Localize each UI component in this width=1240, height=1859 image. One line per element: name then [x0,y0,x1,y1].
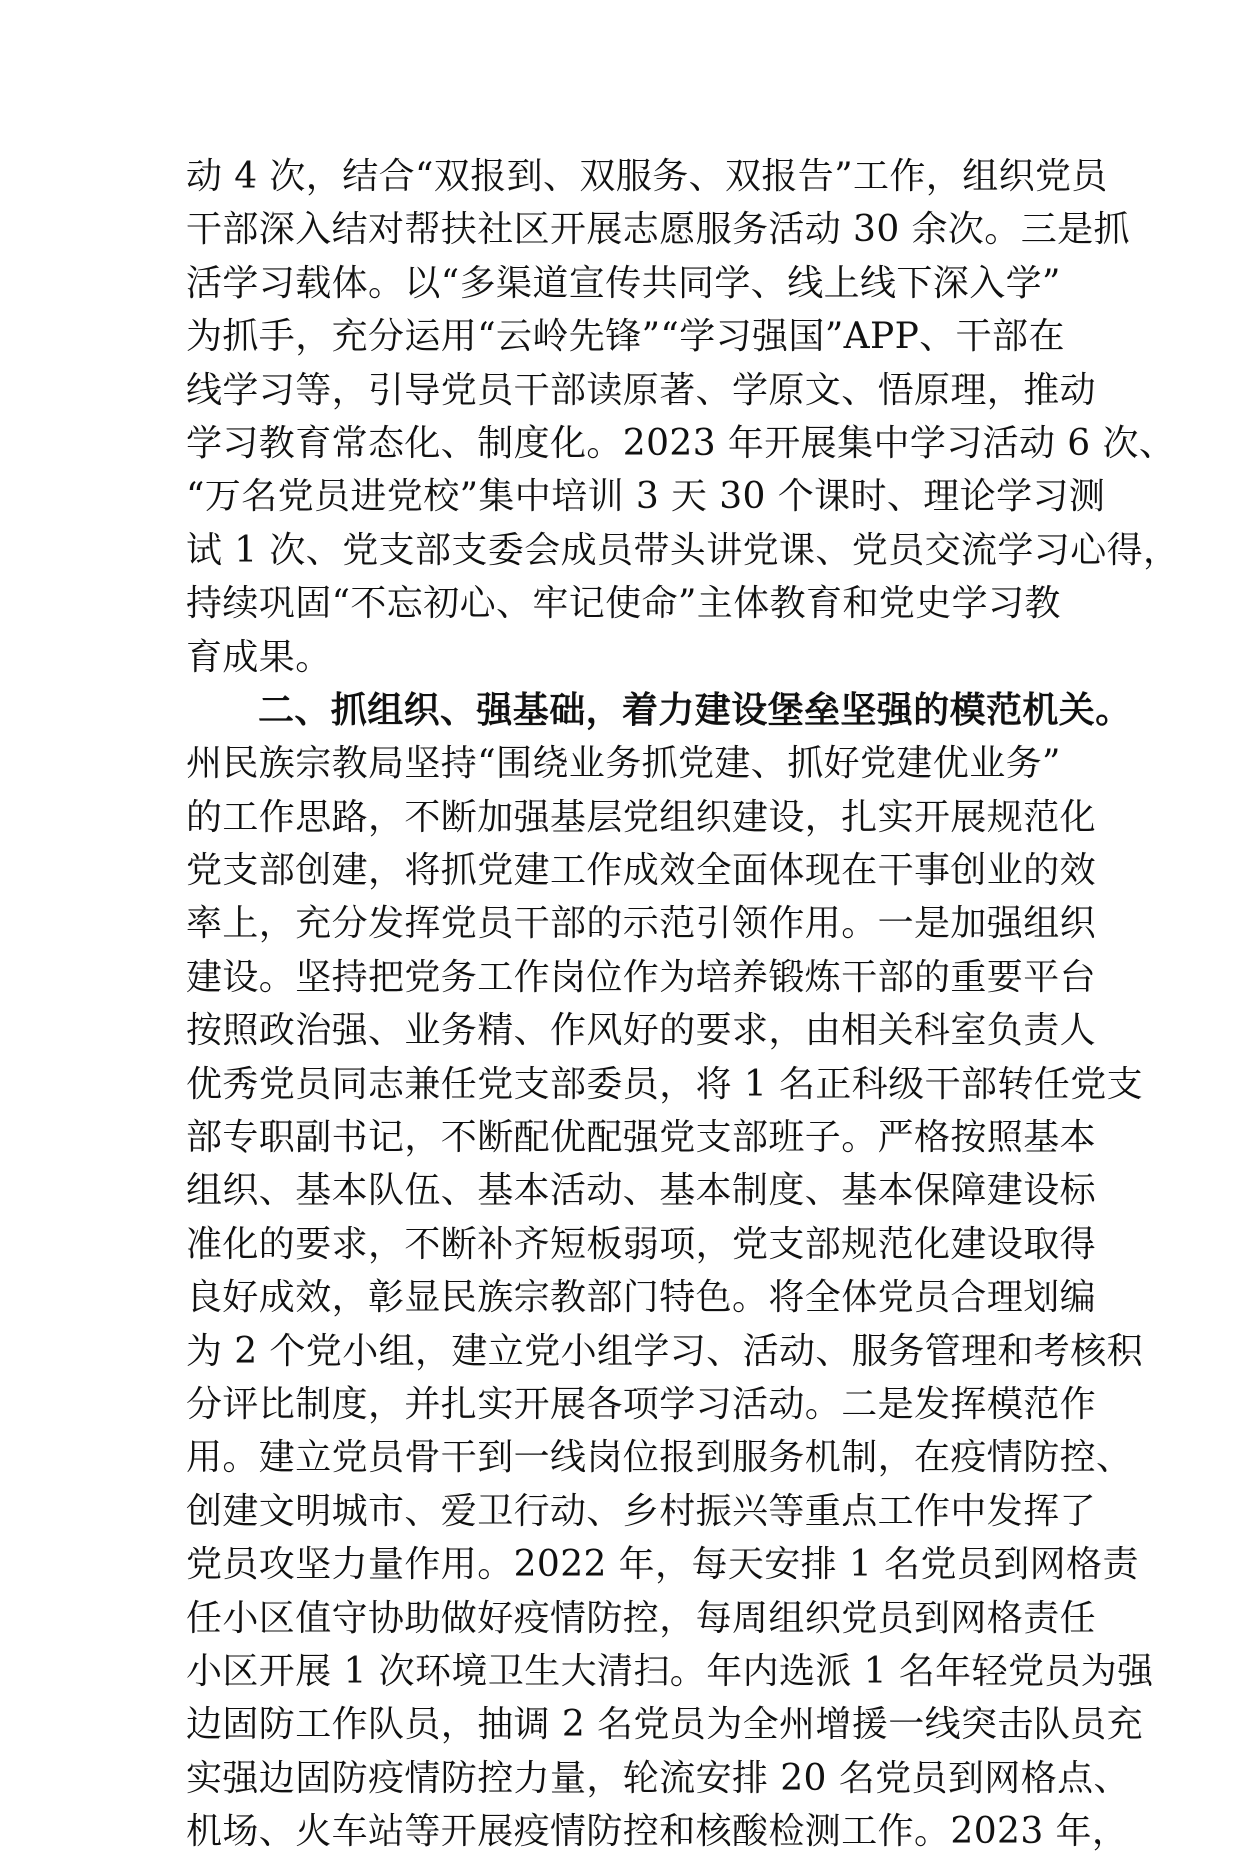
text-line-10: 育成果。 [186,636,332,678]
text-line-3: 活学习载体。以“多渠道宣传共同学、线上线下深入学” [186,262,1061,304]
text-line-8: 试 1 次、党支部支委会成员带头讲党课、党员交流学习心得， [186,529,1180,571]
text-line-20: 组织、基本队伍、基本活动、基本制度、基本保障建设标 [186,1170,1097,1212]
text-line-25: 用。建立党员骨干到一线岗位报到服务机制，在疫情防控、 [186,1437,1133,1479]
body-text [186,150,1180,1859]
text-line-18: 优秀党员同志兼任党支部委员，将 1 名正科级干部转任党支 [186,1063,1143,1105]
text-line-16: 建设。坚持把党务工作岗位作为培养锻炼干部的重要平台 [186,956,1097,998]
text-line-23: 为 2 个党小组，建立党小组学习、活动、服务管理和考核积 [186,1330,1143,1372]
text-line-28: 任小区值守协助做好疫情防控，每周组织党员到网格责任 [186,1597,1097,1639]
text-line-31: 实强边固防疫情防控力量，轮流安排 20 名党员到网格点、 [186,1757,1130,1799]
text-line-30: 边固防工作队员，抽调 2 名党员为全州增援一线突击队员充 [186,1704,1143,1746]
text-line-27: 党员攻坚力量作用。2022 年，每天安排 1 名党员到网格责 [186,1544,1139,1586]
text-line-13: 的工作思路，不断加强基层党组织建设，扎实开展规范化 [186,796,1097,838]
text-line-24: 分评比制度，并扎实开展各项学习活动。二是发挥模范作 [186,1383,1097,1425]
text-line-26: 创建文明城市、爱卫行动、乡村振兴等重点工作中发挥了 [186,1490,1097,1532]
text-line-29: 小区开展 1 次环境卫生大清扫。年内选派 1 名年轻党员为强 [186,1650,1154,1692]
text-line-1: 动 4 次，结合“双报到、双服务、双报告”工作，组织党员 [186,156,1108,197]
text-line-32: 机场、火车站等开展疫情防控和核酸检测工作。2023 年， [186,1811,1129,1853]
text-line-6: 学习教育常态化、制度化。2023 年开展集中学习活动 6 次、 [186,422,1176,464]
text-line-4: 为抓手，充分运用“云岭先锋”“学习强国”APP、干部在 [186,316,1065,358]
text-line-5: 线学习等，引导党员干部读原著、学原文、悟原理，推动 [186,369,1097,411]
text-line-7: “万名党员进党校”集中培训 3 天 30 个课时、理论学习测 [186,476,1106,518]
text-line-22: 良好成效，彰显民族宗教部门特色。将全体党员合理划编 [186,1277,1097,1319]
text-line-17: 按照政治强、业务精、作风好的要求，由相关科室负责人 [186,1010,1097,1052]
text-line-9: 持续巩固“不忘初心、牢记使命”主体教育和党史学习教 [186,583,1061,625]
section-heading: 二、抓组织、强基础，着力建设堡垒坚强的模范机关。 [258,688,1132,731]
text-line-14: 党支部创建，将抓党建工作成效全面体现在干事创业的效 [186,850,1097,892]
text-line-2: 干部深入结对帮扶社区开展志愿服务活动 30 余次。三是抓 [186,209,1130,251]
text-line-12: 州民族宗教局坚持“围绕业务抓党建、抓好党建优业务” [186,743,1061,785]
text-line-21: 准化的要求，不断补齐短板弱项，党支部规范化建设取得 [186,1223,1097,1265]
text-line-15: 率上，充分发挥党员干部的示范引领作用。一是加强组织 [186,903,1097,945]
text-line-19: 部专职副书记，不断配优配强党支部班子。严格按照基本 [186,1117,1097,1159]
